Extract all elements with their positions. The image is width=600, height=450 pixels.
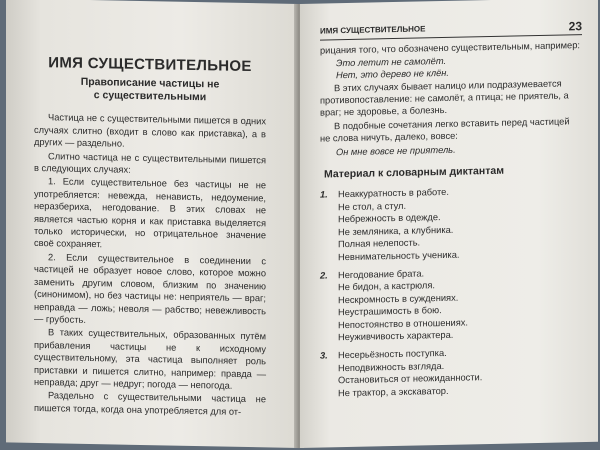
dictation-line: Не стол, а стул. [338,200,407,213]
page-number: 23 [568,19,582,34]
right-page [300,0,598,448]
paragraph: Слитно частица не с существительными пишется в следующих случаях: [34,150,266,175]
dictation-line: Не земляника, а клубника. [338,224,454,237]
dictation-line: Неустрашимость в бою. [338,305,442,318]
example-line: Нет, это дерево не клён. [336,68,449,81]
running-header [320,20,582,41]
paragraph: Раздельно с существительными частица не пишется тогда, когда она употребляется для от- [34,390,266,417]
paragraph: В этих случаях бывает налицо или подразумевается противопоставление: не самолёт, а птица; не приятель, а враг; не здоровье, а болезнь. [320,78,569,119]
dictation-line: 2. Негодование брата. [320,268,425,281]
paragraph: В таких существительных, образованных путём прибавления частицы не к исходному существительному, эта частица выполняет роль приставки и пишется слитно, например: правда — неправда; друг — недруг; погода — непогода. [34,327,266,391]
section-subtitle [34,75,266,105]
paragraph: Частица не с существительными пишется в одних случаях слитно (входит в слово как приставка), а в других — раздельно. [34,112,266,149]
dictation-block-2 [320,264,582,344]
dictation-number: 3. [320,350,328,361]
chapter-title: ИМЯ СУЩЕСТВИТЕЛЬНОЕ [48,54,252,76]
dictation-line: Неподвижность взгляда. [338,360,445,373]
paragraph: рицания того, что обозначено существительным, например: [320,40,580,56]
section-heading: Материал к словарным диктантам [324,164,504,181]
dictation-line: Остановиться от неожиданности. [338,372,483,386]
dictation-line: Полная нелепость. [338,237,421,250]
dictation-line: Не бидон, а кастрюля. [338,280,435,293]
subtitle-line-2: с существительными [93,89,207,104]
dictation-number: 1. [320,189,328,201]
dictation-line: Непостоянство в отношениях. [338,317,468,330]
paragraph: В подобные сочетания легко вставить перед частицей не слова ничуть, далеко, вовсе: [320,116,570,144]
dictation-line: Небрежность в одежде. [338,212,441,225]
paragraph: 2. Если существительное в соединении с частицей не образует новое слово, которое можно заменить другим словом, близким по значению (синонимом), но без частицы не: неприятель — враг; неправда — ложь; неволя — рабство; невежливость — грубость. [34,252,266,325]
subtitle-line-1: Правописание частицы не [80,76,220,91]
dictation-number: 2. [320,270,328,281]
dictation-line: 3. Несерьёзность поступка. [320,348,447,361]
dictation-line: Невнимательность ученика. [338,249,460,262]
dictation-line: Не трактор, а экскаватор. [338,385,449,398]
dictation-line: Неуживчивость характера. [338,329,454,343]
header-title: ИМЯ СУЩЕСТВИТЕЛЬНОЕ [320,24,426,36]
dictation-line: 1. Неаккуратность в работе. [320,187,449,201]
example-line: Он мне вовсе не приятель. [336,144,456,157]
open-book [6,4,598,448]
dictation-line: Нескромность в суждениях. [338,292,459,305]
dictation-block-3 [320,344,582,399]
paragraph: 1. Если существительное без частицы не не употребляется: невежда, ненависть, недоумение, неразбериха, негодование. В этих словах не является частью корня и как приставка выделяется только исторически, но отрицательное значение своё сохраняет. [34,176,266,250]
left-page [6,0,298,448]
example-line: Это летит не самолёт. [336,55,447,69]
dictation-block-1 [320,184,582,264]
